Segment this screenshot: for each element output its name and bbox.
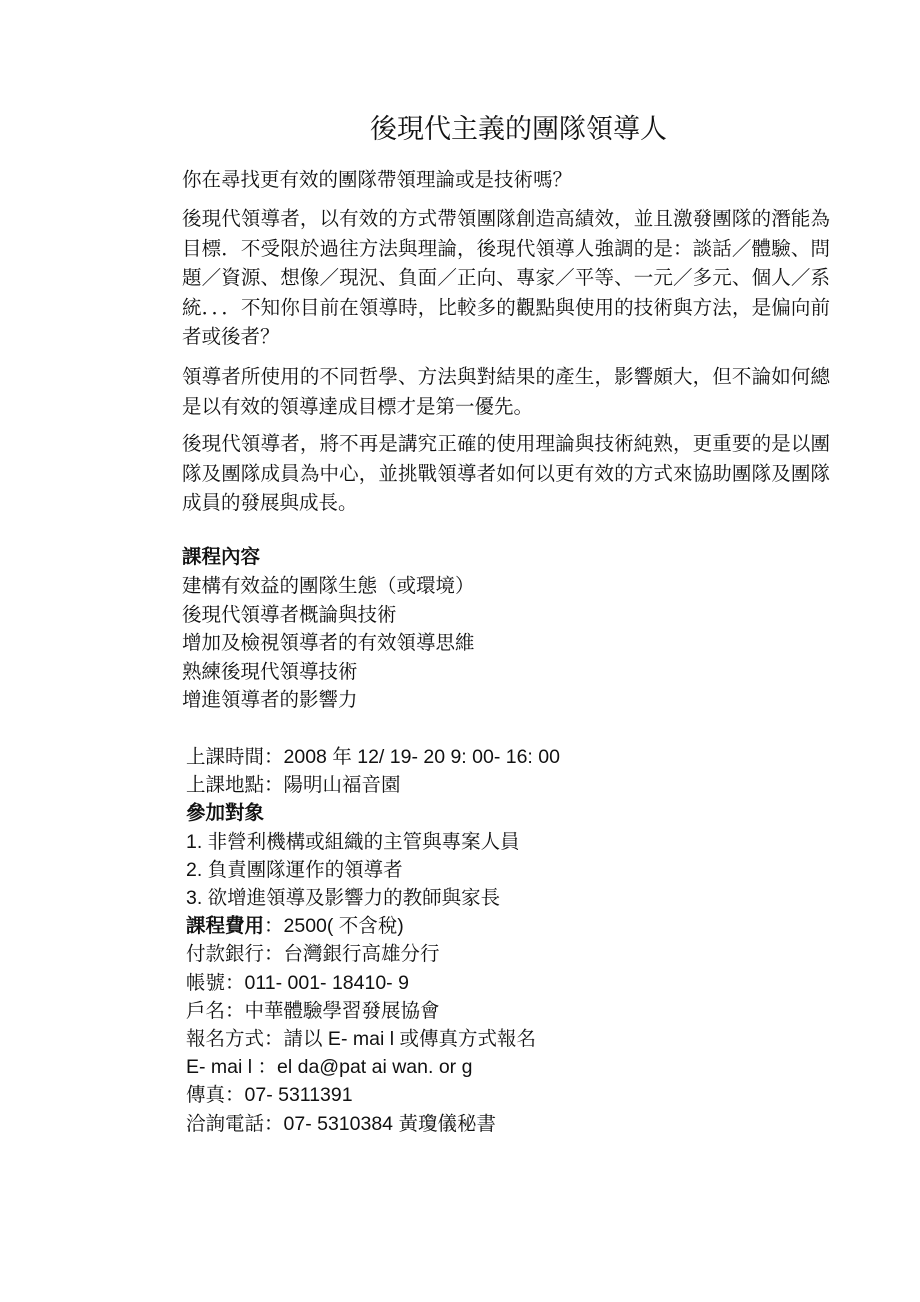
fax-label: 傳真： — [186, 1084, 245, 1107]
course-item: 後現代領導者概論與技術 — [182, 602, 397, 626]
account-holder-label: 戶名： — [186, 999, 245, 1022]
audience-item: 2. 負責團隊運作的領導者 — [186, 858, 403, 881]
fee-value: ：2500( 不含稅) — [264, 915, 404, 938]
fax-row — [186, 1081, 836, 1109]
account-label: 帳號： — [186, 971, 245, 994]
phone-value: 07- 5310384 黃瓊儀秘書 — [283, 1112, 496, 1135]
class-place-row — [186, 771, 836, 799]
course-content-heading: 課程內容 — [182, 545, 261, 568]
email-value: el da@pat ai wan. or g — [277, 1056, 473, 1079]
account-value: 011- 001- 18410- 9 — [244, 971, 409, 994]
phone-row — [186, 1110, 836, 1138]
class-time-label: 上課時間： — [186, 746, 284, 768]
audience-item: 3. 欲增進領導及影響力的教師與家長 — [186, 887, 501, 910]
signup-row — [186, 1025, 836, 1053]
page-title: 後現代主義的團隊領導人 — [370, 114, 667, 145]
paragraph-2: 領導者所使用的不同哲學、方法與對結果的產生，影響頗大，但不論如何總是以有效的領導達成目標才是第一優先。 — [182, 365, 830, 418]
course-info-section — [186, 743, 836, 1138]
fee-row — [186, 912, 836, 940]
audience-heading: 參加對象 — [186, 802, 265, 825]
account-holder-value: 中華體驗學習發展協會 — [244, 999, 440, 1022]
phone-label: 洽詢電話： — [186, 1112, 284, 1135]
signup-label: 報名方式： — [186, 1028, 284, 1051]
intro-question: 你在尋找更有效的團隊帶領理論或是技術嗎？ — [182, 168, 573, 191]
class-time-value: 2008 年 12/ 19- 20 9: 00- 16: 00 — [283, 746, 560, 768]
fax-value: 07- 5311391 — [244, 1084, 353, 1107]
paragraph-3: 後現代領導者，將不再是講究正確的使用理論與技術純熟，更重要的是以團隊及團隊成員為中心，並挑戰領導者如何以更有效的方式來協助團隊及團隊成員的發展與成長。 — [182, 432, 830, 514]
course-content-section — [182, 542, 830, 715]
paragraph-1: 後現代領導者，以有效的方式帶領團隊創造高績效，並且激發團隊的潛能為目標．不受限於過往方法與理論，後現代領導人強調的是：談話／體驗、問題／資源、想像／現況、負面／正向、專家／平等、一元／多元、個人／系統．．．不知你目前在領導時，比較多的觀點與使用的技術與方法，是偏向前者或後者？ — [182, 207, 830, 348]
course-item: 建構有效益的團隊生態（或環境） — [182, 574, 475, 597]
account-row — [186, 969, 836, 997]
course-item: 增加及檢視領導者的有效領導思維 — [182, 631, 475, 654]
signup-value: 請以 E- mai l 或傳真方式報名 — [283, 1028, 536, 1051]
bank-value: 台灣銀行高雄分行 — [283, 943, 440, 966]
class-place-label: 上課地點： — [186, 774, 284, 797]
bank-row — [186, 940, 836, 968]
email-label: E- mai l ： — [186, 1056, 278, 1079]
account-holder-row — [186, 997, 836, 1025]
course-item: 增進領導者的影響力 — [182, 688, 358, 711]
audience-item: 1. 非營利機構或組織的主管與專案人員 — [186, 830, 520, 853]
course-item: 熟練後現代領導技術 — [182, 659, 358, 683]
email-row — [186, 1053, 836, 1081]
class-time-row — [186, 743, 836, 771]
class-place-value: 陽明山福音園 — [283, 774, 401, 797]
bank-label: 付款銀行： — [186, 943, 284, 966]
fee-label: 課程費用 — [186, 915, 265, 938]
course-content-list — [182, 572, 830, 715]
